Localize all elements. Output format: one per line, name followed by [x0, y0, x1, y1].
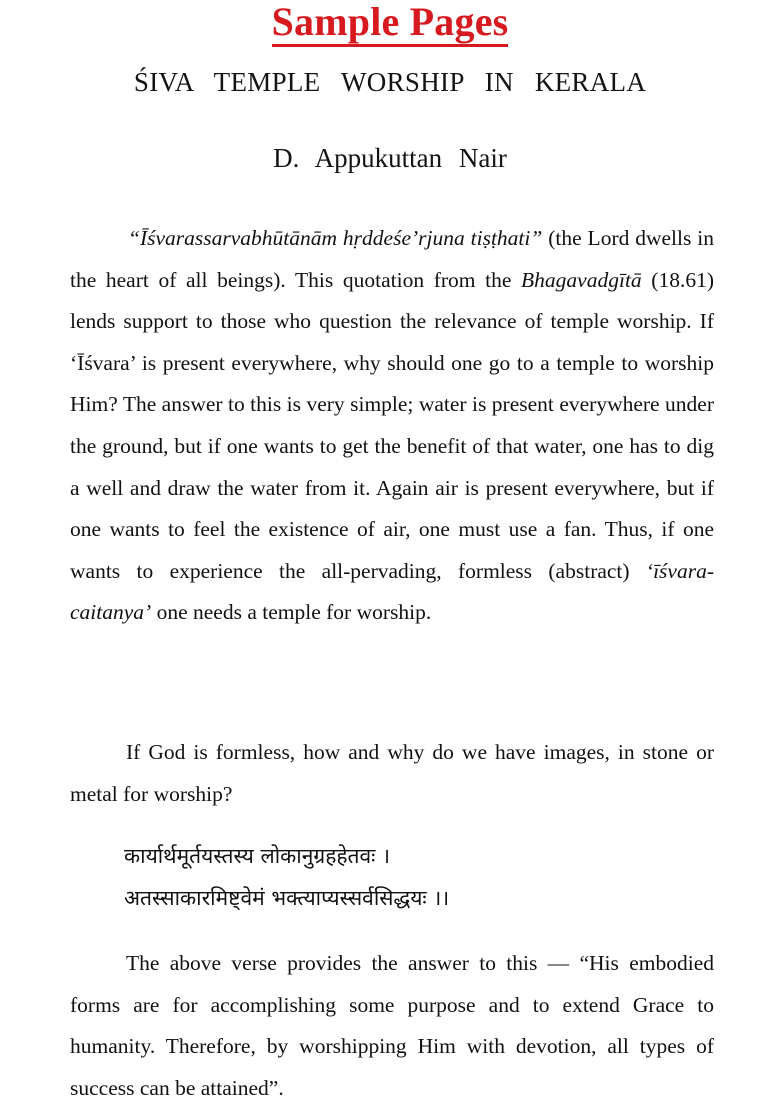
paragraph-answer: The above verse provides the answer to this — “His embodied forms are for accomplishing some purpose and to extend Grace to humanity. Therefore, by worshipping Him with devotion, all types of success can be attained”. [70, 951, 714, 1100]
sample-pages-banner [0, 0, 780, 47]
term-isvara-caitanya: ‘īśvara-caitanya’ [70, 558, 714, 625]
paragraph-intro [70, 218, 714, 634]
verse-line-1: कार्यार्थमूर्तयस्तस्य लोकानुग्रहहेतवः । [124, 844, 391, 868]
verse-line-2: अतस्साकारमिष्ट्वेमं भक्त्याप्यस्सर्वसिद्धयः ।। [124, 886, 450, 910]
sample-pages-heading: Sample Pages [272, 0, 509, 47]
work-title-bhagavadgita: Bhagavadgītā [521, 267, 642, 292]
paragraph-intro-text-c: one needs a temple for worship. [151, 600, 432, 625]
paragraph-question: If God is formless, how and why do we have images, in stone or metal for worship? [70, 740, 714, 806]
document-title: ŚIVA TEMPLE WORSHIP IN KERALA [133, 67, 647, 97]
sanskrit-quote: “Īśvarassarvabhūtānām hṛddeśe’rjuna tiṣṭhati” [128, 226, 543, 250]
sanskrit-verse [124, 835, 449, 919]
author-name: D. Appukuttan Nair [273, 143, 507, 173]
paragraph-intro-text-a: (the Lord dwells in the heart of all beings). This quotation from the [70, 226, 714, 292]
paragraph-intro-text-b: (18.61) lends support to those who question the relevance of temple worship. If ‘Īśvara’ is present everywhere, why should one go to a temple to worship Him? The answer to this is very simple; water is present everywhere under the ground, but if one wants to get the benefit of that water, one has to dig a well and draw the water from it. Again air is present everywhere, but if one wants to feel the existence of air, one must use a fan. Thus, if one wants to experience the all-pervading, formless (abstract) [70, 267, 714, 583]
